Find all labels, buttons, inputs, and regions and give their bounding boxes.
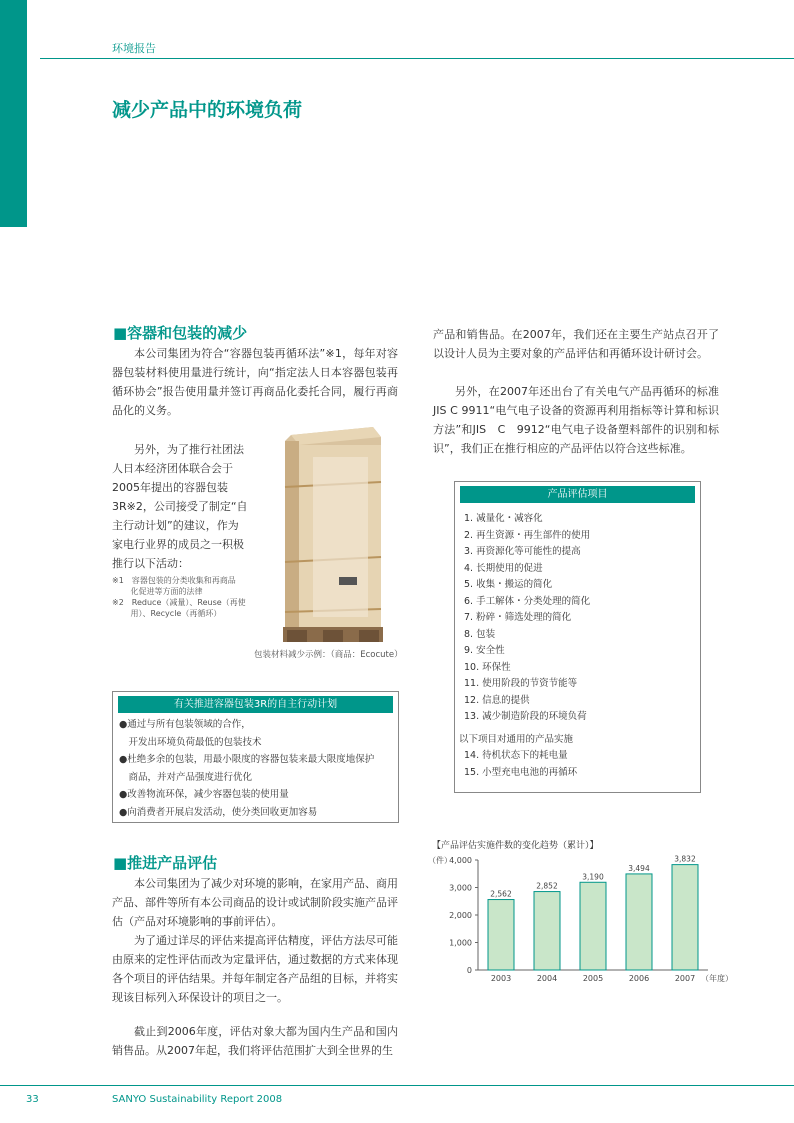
- list-item: 6. 手工解体・分类处理的简化: [464, 595, 591, 607]
- y-tick-label: 3,000: [449, 883, 472, 893]
- packaging-paragraph-1: [112, 344, 398, 420]
- data-label: 3,190: [582, 872, 604, 882]
- footnotes: [112, 575, 262, 619]
- bar-2006: [626, 874, 652, 970]
- packaging-text-2-line: 2005年提出的容器包装: [112, 481, 228, 494]
- packaging-text-2-line: 另外，为了推行社团法: [112, 443, 244, 456]
- header-divider: [40, 58, 794, 59]
- y-tick-label: 1,000: [449, 938, 472, 948]
- footnote-line: 用）、Recycle（再循环）: [112, 609, 222, 618]
- footnote-line: 化促进等方面的法律: [112, 587, 203, 596]
- chart-title: 【产品评估实施件数的变化趋势（累计）】: [432, 841, 599, 851]
- packaging-text-1: 本公司集团为符合“容器包装再循环法”※1，每年对容器包装材料使用量进行统计，向“指定法人日本容器包装再循环协会”报告使用量并签订再商品化委托合同，履行再商品化的义务。: [112, 347, 398, 417]
- packaging-photo: [283, 427, 383, 642]
- voluntary-action-plan-list: [113, 716, 398, 821]
- list-item: 12. 信息的提供: [464, 694, 530, 706]
- list-item: 10. 环保性: [464, 661, 511, 673]
- assessment-count-chart: [420, 848, 733, 988]
- list-item: ●杜绝多余的包装，用最小限度的容器包装来最大限度地保护: [119, 754, 375, 765]
- list-item: 4. 长期使用的促进: [464, 562, 543, 574]
- bar-2005: [580, 882, 606, 970]
- x-tick-label: 2006: [628, 974, 650, 983]
- footer-divider: [0, 1085, 794, 1086]
- bar-2007: [672, 865, 698, 970]
- list-item: 2. 再生资源・再生部件的使用: [464, 529, 591, 541]
- data-label: 3,494: [628, 863, 650, 873]
- photo-caption: 包装材料减少示例：（商品：Ecocute）: [254, 650, 403, 660]
- right-text-1: 产品和销售品。在2007年，我们还在主要生产站点召开了以设计人员为主要对象的产品评估和再循环设计研讨会。: [433, 328, 719, 360]
- x-tick-label: 2005: [582, 974, 604, 983]
- list-item: 14. 待机状态下的耗电量: [464, 750, 568, 761]
- data-label: 2,562: [490, 889, 512, 899]
- packaging-text-2-line: 人日本经济团体联合会于: [112, 462, 233, 475]
- assessment-items-box: [454, 481, 701, 793]
- list-item: 1. 减量化・减容化: [464, 513, 543, 524]
- section-heading-packaging: ■容器和包装的减少: [113, 324, 248, 342]
- y-axis-label: （件）: [428, 856, 452, 865]
- bar-2003: [488, 900, 514, 970]
- section-heading-assessment: ■推进产品评估: [113, 854, 218, 872]
- list-item: ●改善物流环保，减少容器包装的使用量: [119, 789, 289, 800]
- assessment-items-title: 产品评估项目: [460, 486, 695, 503]
- section-label: 环境报告: [112, 42, 156, 55]
- assessment-sub-title: 以下项目对通用的产品实施: [459, 733, 574, 745]
- list-item: 11. 使用阶段的节资节能等: [464, 678, 578, 689]
- x-axis-label: （年度）: [701, 974, 733, 983]
- packaging-text-2-line: 家电行业界的成员之一积极: [112, 538, 244, 551]
- page-title: 减少产品中的环境负荷: [112, 99, 303, 121]
- list-item: ●通过与所有包装领域的合作，: [119, 719, 251, 730]
- list-item: 7. 粉碎・筛选处理的简化: [464, 612, 572, 623]
- side-accent-band: [0, 0, 27, 227]
- x-tick-label: 2004: [536, 974, 558, 983]
- y-tick-label: 0: [466, 966, 472, 975]
- list-item: 13. 减少制造阶段的环境负荷: [464, 711, 587, 722]
- packaging-text-2-line: 主行动计划”的建议，作为: [112, 519, 239, 532]
- list-item: 5. 收集・搬运的简化: [464, 579, 553, 590]
- packaging-text-2-line: 推行以下活动：: [112, 557, 189, 570]
- data-label: 3,832: [674, 854, 696, 864]
- report-name: SANYO Sustainability Report 2008: [112, 1094, 283, 1105]
- bar-2004: [534, 892, 560, 970]
- assessment-text-3: 截止到2006年度，评估对象大都为国内生产品和国内销售品。从2007年起，我们将评估范围扩大到全世界的生: [112, 1025, 398, 1057]
- assessment-text-1: 本公司集团为了减少对环境的影响，在家用产品、商用产品、部件等所有本公司商品的设计或试制阶段实施产品评估（产品对环境影响的事前评估）。: [112, 877, 398, 928]
- list-item: 3. 再资源化等可能性的提高: [464, 546, 581, 557]
- list-item: 商品，并对产品强度进行优化: [119, 771, 253, 783]
- right-paragraph-1: [433, 325, 719, 363]
- list-item: 9. 安全性: [464, 645, 505, 656]
- x-tick-label: 2007: [674, 974, 696, 983]
- right-text-2: 另外，在2007年还出台了有关电气产品再循环的标准JIS C 9911“电气电子设备的资源再利用指标等计算和标识方法”和JIS C 9912“电气电子设备塑料部件的识别和标识”，我们正在推行相应的产品评估以符合这些标准。: [433, 385, 719, 455]
- voluntary-action-plan-title: 有关推进容器包装3R的自主行动计划: [118, 696, 393, 713]
- list-item: ●向消费者开展启发活动，使分类回收更加容易: [119, 806, 318, 818]
- assessment-sub-list: [455, 748, 700, 781]
- packaging-text-2-line: 3R※2，公司接受了制定“自: [112, 500, 248, 513]
- x-tick-label: 2003: [490, 974, 512, 983]
- y-tick-label: 4,000: [449, 856, 472, 865]
- assessment-paragraph-1: [112, 874, 398, 1007]
- assessment-items-list: [455, 511, 700, 726]
- list-item: 8. 包装: [464, 628, 496, 640]
- data-label: 2,852: [536, 881, 558, 891]
- footnote-line: ※2 Reduce（减量）、Reuse（再使: [112, 598, 246, 607]
- y-tick-label: 2,000: [449, 911, 472, 920]
- packaging-paragraph-2: [112, 440, 252, 573]
- list-item: 15. 小型充电电池的再循环: [464, 766, 578, 778]
- packaged-ecocute-image: [283, 427, 383, 642]
- assessment-paragraph-3: [112, 1022, 398, 1060]
- voluntary-action-plan-box: [112, 691, 399, 823]
- footnote-line: ※1 容器包装的分类收集和再商品: [112, 576, 236, 585]
- list-item: 开发出环境负荷最低的包装技术: [119, 736, 262, 748]
- assessment-text-2: 为了通过详尽的评估来提高评估精度，评估方法尽可能由原来的定性评估而改为定量评估，通过数据的方式来体现各个项目的评估结果。并每年制定各产品组的目标，并将实现该目标列入环保设计的项目之一。: [112, 934, 398, 1004]
- page-number: 33: [26, 1094, 39, 1105]
- right-paragraph-2: [433, 382, 719, 458]
